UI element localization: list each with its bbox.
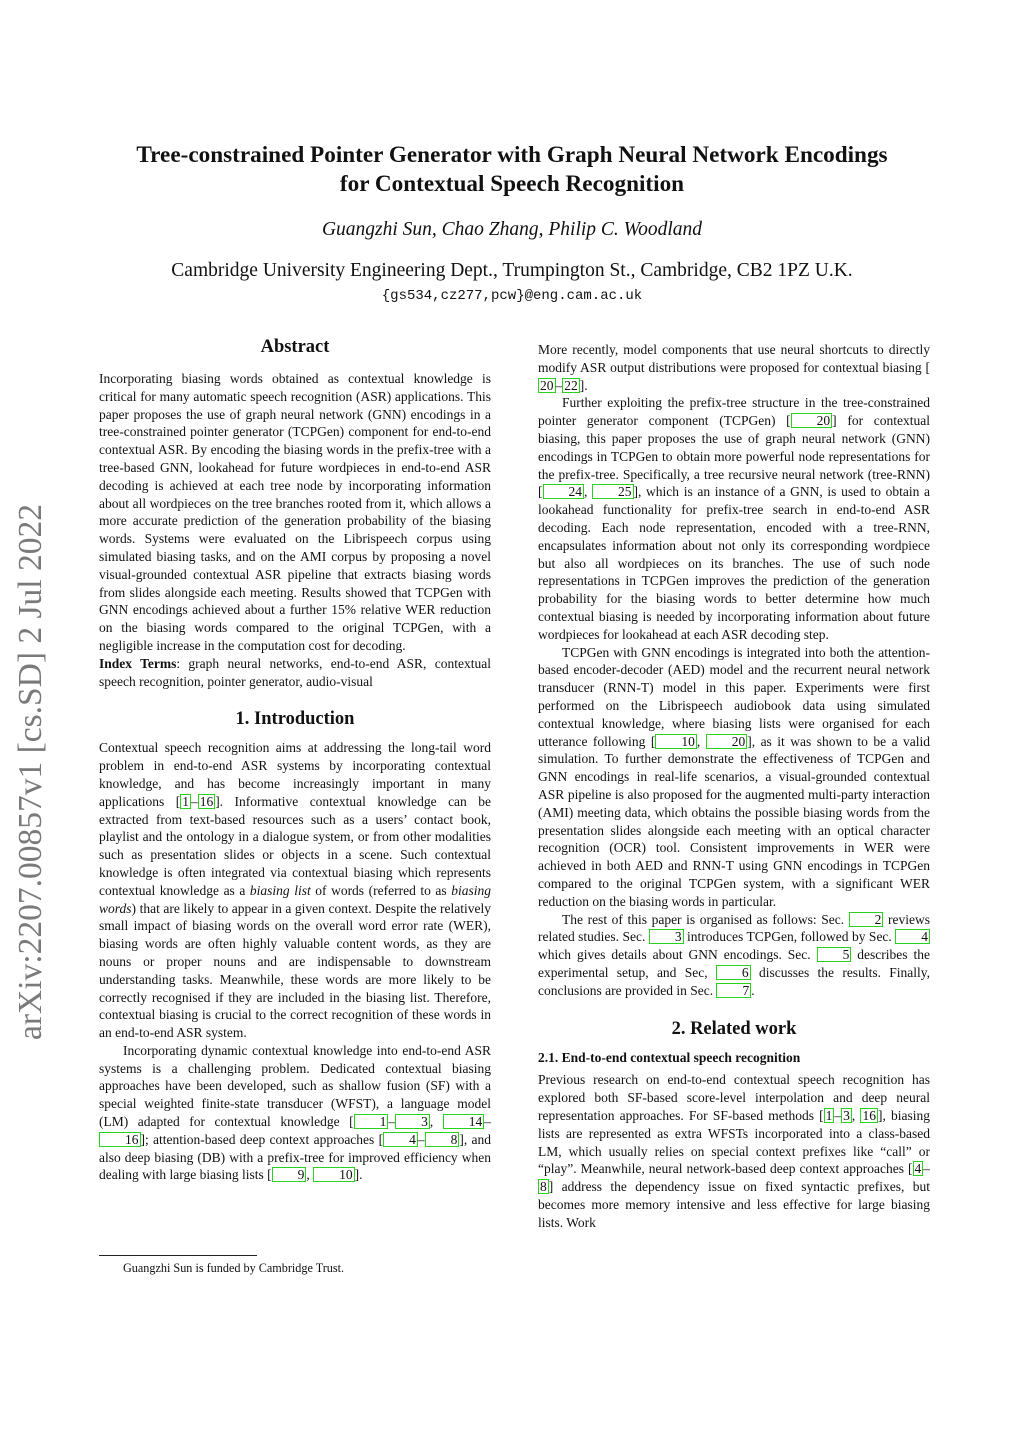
citation-link[interactable]: 14 bbox=[443, 1114, 485, 1129]
section-link[interactable]: 6 bbox=[716, 965, 751, 980]
citation-link[interactable]: 20 bbox=[540, 377, 554, 393]
section-link[interactable]: 7 bbox=[716, 983, 751, 998]
footnote: Guangzhi Sun is funded by Cambridge Trust. bbox=[123, 1261, 345, 1275]
citation-link[interactable]: 16 bbox=[199, 793, 214, 809]
right-paragraph-1: More recently, model components that use neural shortcuts to directly modify ASR output distributions were proposed for contextual biasing [20 – 22 ]. bbox=[538, 342, 930, 393]
subsection-heading: 2.1. End-to-end contextual speech recognition bbox=[538, 1050, 801, 1066]
citation-link[interactable]: 24 bbox=[543, 484, 585, 499]
intro-paragraph-2: Incorporating dynamic contextual knowledge into end-to-end ASR systems is a challenging problem. Dedicated contextual biasing approaches have been developed, such as shallow fusion (SF) with a special weighted finite-state transducer (WFST), a language model (LM) adapted for contextual knowledge [ 1 – 3 , 14 –16 ]; attention-based deep context approaches [ 4 – 8 ], and also deep biasing (DB) with a prefix-tree for improved efficiency when dealing with large biasing lists [ 9 , 10 ]. bbox=[99, 1042, 492, 1183]
citation-link[interactable]: 1 bbox=[182, 793, 189, 809]
citation-link[interactable]: 8 bbox=[425, 1132, 460, 1147]
paper-title bbox=[100, 141, 924, 199]
authors: Guangzhi Sun, Chao Zhang, Philip C. Woodland bbox=[321, 219, 703, 240]
index-terms-text: : graph neural networks, end-to-end ASR, contextual speech recognition, pointer generator, audio-visual bbox=[99, 655, 491, 689]
citation-link[interactable]: 10 bbox=[655, 734, 697, 749]
intro-paragraph-1: Contextual speech recognition aims at addressing the long-tail word problem in end-to-end ASR systems by incorporating contextual knowledge, and has become increasingly important in many applications [ 1 – 16 ]. Informative contextual knowledge can be extracted from text-based resources such as a users’ contact book, playlist and the ontology in a dialogue system, or from other modalities such as presentation slides or objects in a scene. Such contextual knowledge is often integrated via contextual biasing which represents contextual knowledge as a biasing list of words (referred to as biasing words) that are likely to appear in a given context. Despite the relatively small impact of biasing words on the overall word error rate (WER), biasing words are often highly valuable content words, as they are nouns or proper nouns and are indispensable to downstream understanding tasks. Meanwhile, these words are more likely to be correctly recognised if they are included in the biasing list. Therefore, contextual biasing is crucial to the correct recognition of these words in an end-to-end ASR system. bbox=[99, 740, 491, 1041]
citation-link[interactable]: 8 bbox=[540, 1179, 547, 1195]
citation-link[interactable]: 3 bbox=[843, 1108, 850, 1124]
right-paragraph-2: Further exploiting the prefix-tree structure in the tree-constrained pointer generator component (TCPGen) [ 20 ] for contextual biasing, this paper proposes the use of graph neural network (GNN) encodings in TCPGen to obtain more powerful node representations for the prefix-tree. Specifically, a tree recursive neural network (tree-RNN) [ 24 , 25 ], which is an instance of a GNN, is used to obtain a lookahead functionality for prefix-tree search in end-to-end ASR decoding. Each node representation, encoded with a tree-RNN, encapsulates information about not only its corresponding wordpiece but also all wordpieces on its branches. The use of such node representations in TCPGen improves the prediction of the generation probability for the biasing words to better determine how much contextual biasing is needed by incorporating information about future wordpieces for lookahead at each ASR decoding step. bbox=[538, 395, 931, 642]
related-work-heading: 2. Related work bbox=[671, 1019, 797, 1040]
intro-heading: 1. Introduction bbox=[235, 709, 355, 730]
citation-link[interactable]: 25 bbox=[592, 484, 634, 499]
abstract-text: Incorporating biasing words obtained as contextual knowledge is critical for many automatic speech recognition (ASR) applications. This paper proposes the use of graph neural network (GNN) encodings in a tree-constrained pointer generator (TCPGen) component for end-to-end contextual ASR. By encoding the biasing words in the prefix-tree with a tree-based GNN, lookahead for future wordpieces in end-to-end ASR decoding is achieved at each tree node by incorporating information about all wordpieces on the tree branches rooted from it, which allows a more accurate prediction of the generation probability of the biasing words. Systems were evaluated on the Librispeech corpus using simulated biasing tasks, and on the AMI corpus by proposing a novel visual-grounded contextual ASR pipeline that extracts biasing words from slides alongside each meeting. Results showed that TCPGen with GNN encodings achieved about a further 15% relative WER reduction on the biasing words compared to the original TCPGen, with a negligible increase in the computation cost for decoding. bbox=[99, 371, 491, 653]
citation-link[interactable]: 10 bbox=[313, 1167, 355, 1182]
right-paragraph-3: TCPGen with GNN encodings is integrated into both the attention-based encoder-decoder (AED) model and the recurrent neural network transducer (RNN-T) model in this paper. Experiments were first performed on the Librispeech audiobook data using simulated contextual knowledge, where biasing lists were organised for each utterance following [ 10 , 20 ], as it was shown to be a valid simulation. To further demonstrate the effectiveness of TCPGen and GNN encodings in real-life scenarios, a visual-grounded contextual ASR pipeline is also proposed for the augmented multi-party interaction (AMI) meeting data, which obtains the possible biasing words from the presentation slides alongside each meeting with an optical character recognition (OCR) tool. Consistent improvements in WER were achieved in both AED and RNN-T using GNN encodings in TCPGen compared to the original TCPGen system, with a significant WER reduction on the biasing words in particular. bbox=[538, 644, 931, 909]
footnote-rule bbox=[99, 1255, 257, 1256]
title-line-2: for Contextual Speech Recognition bbox=[339, 171, 685, 197]
citation-link[interactable]: 4 bbox=[914, 1161, 922, 1177]
section-link[interactable]: 3 bbox=[649, 929, 684, 944]
affiliation: Cambridge University Engineering Dept., Trumpington St., Cambridge, CB2 1PZ U.K. bbox=[171, 260, 853, 281]
left-column bbox=[99, 335, 491, 1184]
citation-link[interactable]: 9 bbox=[272, 1167, 307, 1182]
email: {gs534,cz277,pcw}@eng.cam.ac.uk bbox=[381, 288, 643, 304]
citation-link[interactable]: 16 bbox=[99, 1132, 141, 1147]
citation-link[interactable]: 1 bbox=[825, 1108, 833, 1124]
title-line-1: Tree-constrained Pointer Generator with Graph Neural Network Encodings bbox=[136, 142, 888, 168]
citation-link[interactable]: 20 bbox=[706, 734, 748, 749]
right-paragraph-5: Previous research on end-to-end contextual speech recognition has explored both SF-based score-level interpolation and deep neural representation approaches. For SF-based methods [ 1 – 3 , 16 ], biasing lists are represented as extra WFSTs incorporated into a class-based LM, which usually relies on special context prefixes like “call” or “play”. Meanwhile, neural network-based deep context approaches [ 4 –8 ] address the dependency issue on fixed syntactic prefixes, but becomes more memory intensive and less effective for large biasing lists. Work bbox=[538, 1072, 930, 1230]
citation-link[interactable]: 20 bbox=[791, 413, 833, 428]
abstract-heading: Abstract bbox=[260, 337, 330, 357]
citation-link[interactable]: 3 bbox=[395, 1114, 430, 1129]
right-column bbox=[538, 341, 930, 1232]
right-paragraph-4: The rest of this paper is organised as follows: Sec. 2 reviews related studies. Sec. 3 introduces TCPGen, followed by Sec. 4 which gives details about GNN encodings. Sec. 5 describes the experimental setup, and Sec, 6 discusses the results. Finally, conclusions are provided in Sec. 7 . bbox=[538, 911, 930, 998]
index-terms-label: Index Terms bbox=[99, 655, 177, 671]
index-terms bbox=[99, 655, 491, 691]
citation-link[interactable]: 4 bbox=[383, 1132, 418, 1147]
citation-link[interactable]: 22 bbox=[564, 377, 578, 393]
citation-link[interactable]: 1 bbox=[354, 1114, 389, 1129]
citation-link[interactable]: 16 bbox=[862, 1108, 876, 1124]
section-link[interactable]: 5 bbox=[817, 947, 852, 962]
section-link[interactable]: 2 bbox=[849, 912, 884, 927]
section-link[interactable]: 4 bbox=[895, 929, 930, 944]
